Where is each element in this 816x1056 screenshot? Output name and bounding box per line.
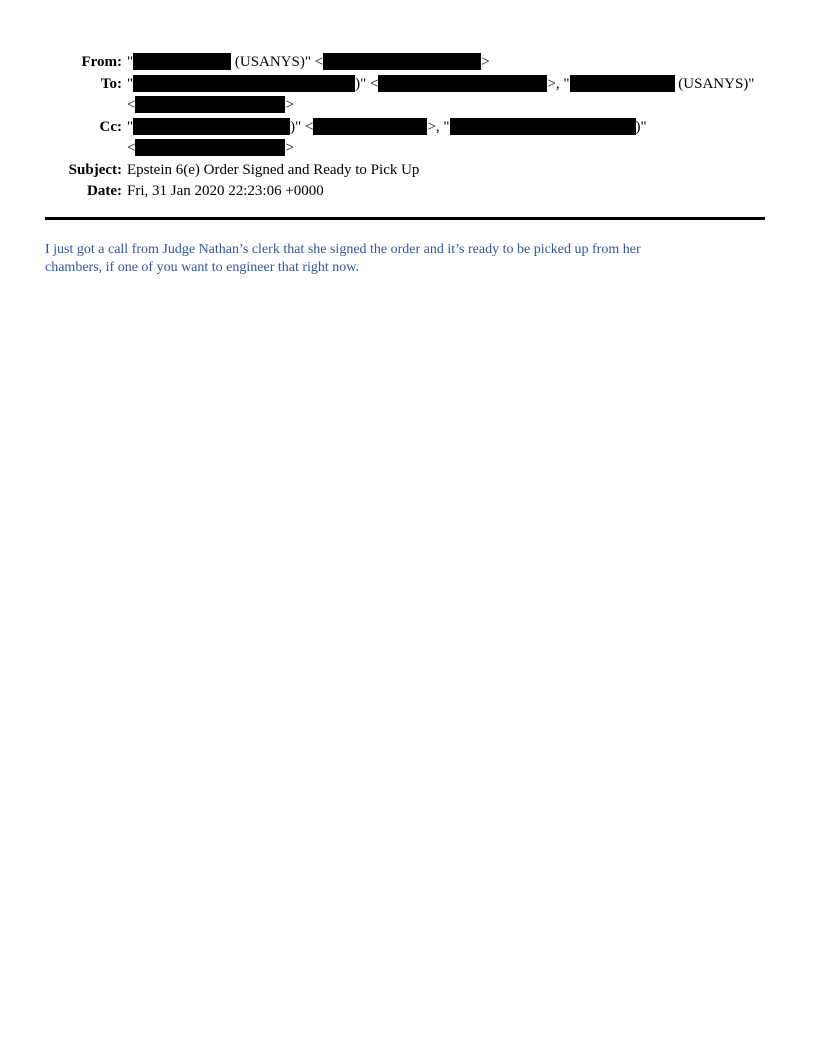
- redaction-bar: [135, 139, 285, 156]
- header-text-fragment: >: [481, 54, 490, 70]
- cc-value: [127, 117, 816, 160]
- header-text-fragment: )" <: [355, 75, 379, 92]
- header-row-date: [45, 181, 816, 203]
- header-text-fragment: Fri, 31 Jan 2020 22:23:06 +0000: [127, 183, 324, 199]
- header-text-fragment: Epstein 6(e) Order Signed and Ready to Pick Up: [127, 161, 420, 178]
- body-line: chambers, if one of you want to engineer that right now.: [45, 259, 360, 275]
- body-line: I just got a call from Judge Nathan’s clerk that she signed the order and it’s ready to be picked up from her: [45, 241, 641, 257]
- to-label: To:: [100, 75, 122, 92]
- redaction-bar: [133, 53, 231, 70]
- header-text-fragment: ": [127, 75, 134, 92]
- redaction-bar: [135, 96, 285, 113]
- header-text-fragment: <: [127, 97, 136, 113]
- header-text-fragment: )" <: [290, 118, 314, 135]
- date-value: [127, 181, 816, 203]
- redaction-bar: [133, 75, 355, 92]
- cc-label: Cc:: [99, 118, 122, 135]
- subject-value: [127, 160, 816, 182]
- header-row-subject: [45, 160, 816, 182]
- email-body: [45, 241, 771, 277]
- redaction-bar: [570, 75, 675, 92]
- from-label: From:: [81, 54, 122, 70]
- header-text-fragment: ": [127, 54, 134, 70]
- header-divider: [45, 217, 765, 220]
- header-text-fragment: )": [635, 118, 647, 135]
- header-text-fragment: >, ": [427, 118, 450, 135]
- to-value: [127, 74, 816, 117]
- subject-label: Subject:: [68, 161, 122, 178]
- header-text-fragment: (USANYS)" <: [231, 54, 324, 70]
- header-row-to: [45, 74, 816, 117]
- header-text-fragment: (USANYS)": [674, 75, 755, 92]
- header-text-fragment: <: [127, 140, 136, 156]
- email-header: [45, 52, 816, 203]
- redaction-bar: [450, 118, 636, 135]
- redaction-bar: [378, 75, 547, 92]
- from-value: [127, 52, 816, 74]
- header-text-fragment: >: [285, 97, 294, 113]
- header-text-fragment: >, ": [547, 75, 570, 92]
- header-row-cc: [45, 117, 816, 160]
- header-text-fragment: >: [285, 140, 294, 156]
- redaction-bar: [323, 53, 481, 70]
- date-label: Date:: [87, 183, 122, 199]
- redaction-bar: [133, 118, 290, 135]
- header-text-fragment: ": [127, 118, 134, 135]
- header-row-from: [45, 52, 816, 74]
- redaction-bar: [313, 118, 427, 135]
